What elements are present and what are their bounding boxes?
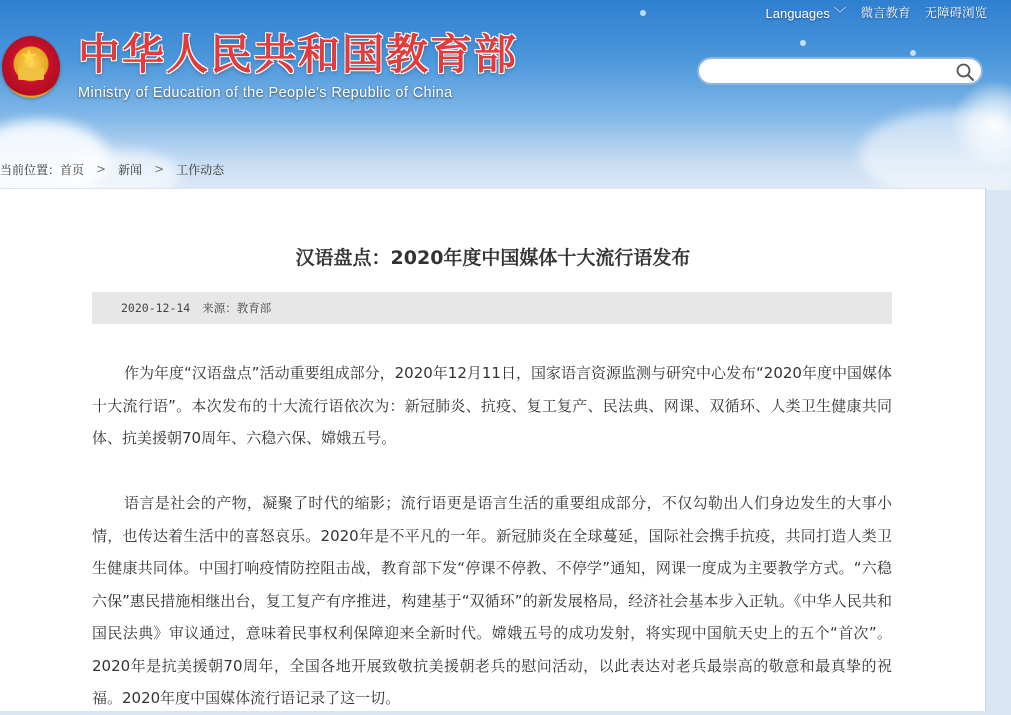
weiyan-link[interactable]: 微言教育 [860,5,911,20]
national-emblem-icon: ★ [2,36,60,98]
sparkle-decoration [800,40,806,46]
sparkle-decoration [640,10,646,16]
search-box [697,57,983,85]
breadcrumb-work-updates[interactable]: 工作动态 [176,162,225,177]
top-links [766,3,987,22]
chevron-right-icon: > [154,162,165,176]
article-title: 汉语盘点：2020年度中国媒体十大流行语发布 [295,247,691,269]
publish-date: 2020-12-14 [121,301,191,315]
breadcrumb-prefix: 当前位置： [0,162,61,177]
search-input[interactable] [711,62,945,82]
site-title[interactable]: 中华人民共和国教育部 [78,30,519,79]
site-subtitle: Ministry of Education of the People's Republic of China [78,85,453,101]
languages-menu[interactable]: Languages ﹀ [765,6,847,21]
article-container [0,188,986,711]
sparkle-decoration [910,50,916,56]
chevron-right-icon: > [96,162,107,176]
article-paragraph: 作为年度“汉语盘点”活动重要组成部分，2020年12月11日，国家语言资源监测与研究中心发布“2020年度中国媒体十大流行语”。本次发布的十大流行语依次为：新冠肺炎、抗疫、复工复产、民法典、网课、双循环、人类卫生健康共同体、抗美援朝70周年、六稳六保、嫦娥五号。 [92,364,892,447]
accessible-browse-link[interactable]: 无障碍浏览 [924,5,987,20]
breadcrumb [0,160,224,178]
breadcrumb-home[interactable]: 首页 [60,162,85,177]
article-paragraph: 语言是社会的产物，凝聚了时代的缩影；流行语更是语言生活的重要组成部分，不仅勾勒出人们身边发生的大事小情，也传达着生活中的喜怒哀乐。2020年是不平凡的一年。新冠肺炎在全球蔓延，国际社会携手抗疫，共同打造人类卫生健康共同体。中国打响疫情防控阻击战，教育部下发“停课不停教、不停学”通知，网课一度成为主要教学方式。“六稳六保”惠民措施相继出台，复工复产有序推进，构建基于“双循环”的新发展格局，经济社会基本步入正轨。《中华人民共和国民法典》审议通过，意味着民事权利保障迎来全新时代。嫦娥五号的成功发射，将实现中国航天史上的五个“首次”。2020年是抗美援朝70周年，全国各地开展致敬抗美援朝老兵的慰问活动，以此表达对老兵最崇高的敬意和最真挚的祝福。2020年度中国媒体流行语记录了这一切。 [92,494,892,707]
article-source: 来源：教育部 [202,301,272,315]
article-meta [92,292,892,324]
breadcrumb-news[interactable]: 新闻 [118,162,143,177]
search-icon[interactable] [955,62,975,82]
